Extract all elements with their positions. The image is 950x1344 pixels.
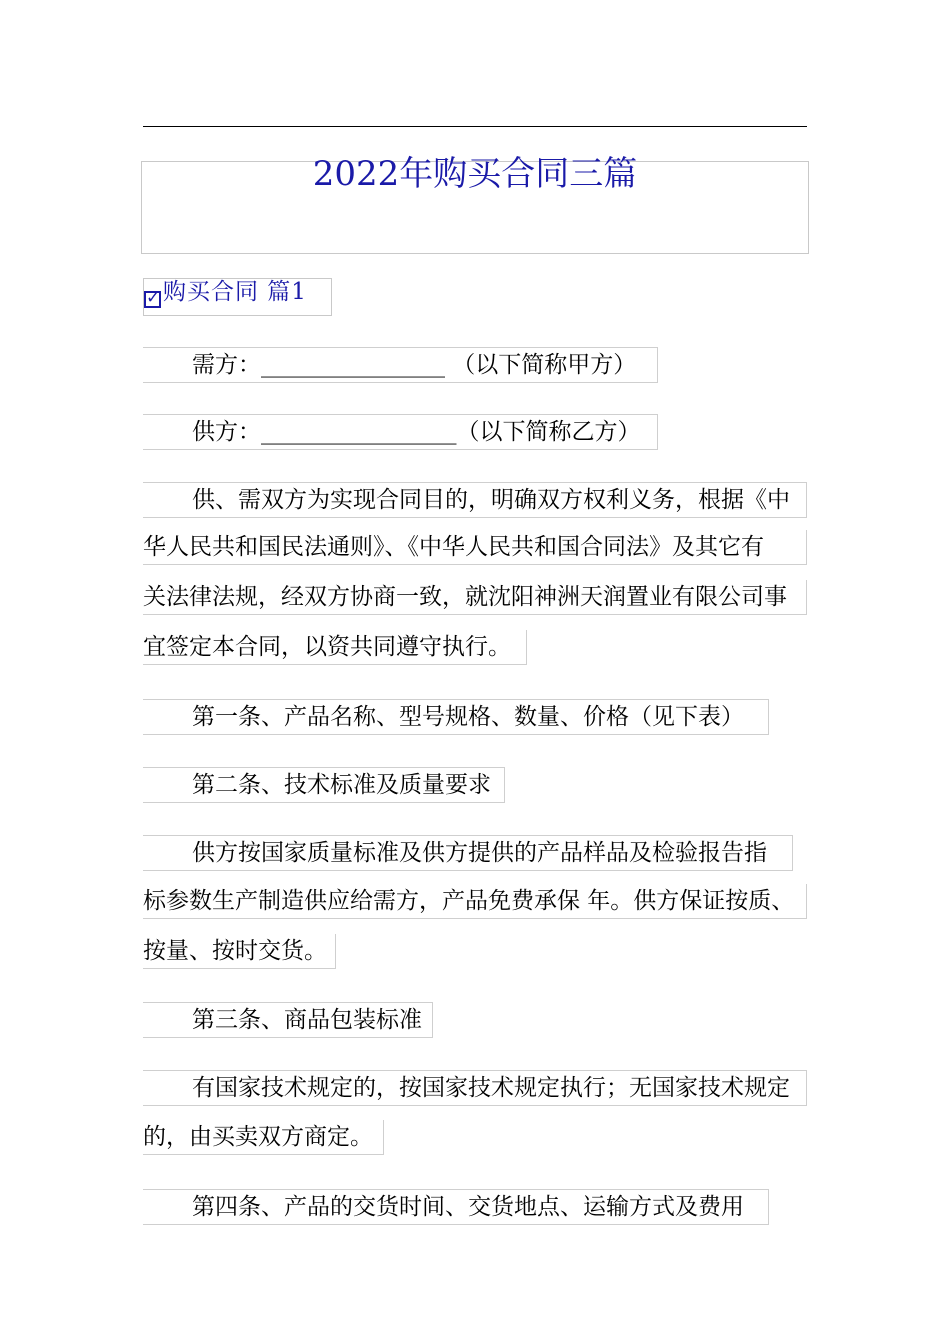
article-1-line: 第一条、产品名称、型号规格、数量、价格（见下表）: [143, 699, 769, 735]
buyer-line: 需方：________________ （以下简称甲方）: [143, 347, 658, 383]
paragraph-line: 标参数生产制造供应给需方，产品免费承保 年。供方保证按质、: [143, 884, 807, 919]
paragraph-line: 有国家技术规定的，按国家技术规定执行；无国家技术规定: [143, 1070, 807, 1106]
paragraph-line: 的，由买卖双方商定。: [143, 1120, 384, 1155]
section-heading: [144, 276, 307, 308]
article-2-line: 第二条、技术标准及质量要求: [143, 767, 505, 803]
header-rule: [143, 126, 807, 127]
checkbox-checked-icon: ✓: [146, 288, 162, 308]
section-heading-text: 购买合同 篇1: [163, 279, 307, 305]
article-3-line: 第三条、商品包装标准: [143, 1002, 433, 1038]
paragraph-line: 关法律法规，经双方协商一致，就沈阳神洲天润置业有限公司事: [143, 580, 807, 615]
paragraph-line: 华人民共和国民法通则》、《中华人民共和国合同法》及其它有: [143, 530, 807, 565]
article-4-line: 第四条、产品的交货时间、交货地点、运输方式及费用: [143, 1189, 769, 1225]
paragraph-line: 按量、按时交货。: [143, 934, 336, 969]
seller-line: 供方：_________________（以下简称乙方）: [143, 414, 658, 450]
document-title: 2022年购买合同三篇: [312, 154, 638, 194]
paragraph-line: 宜签定本合同，以资共同遵守执行。: [143, 630, 527, 665]
paragraph-line: 供方按国家质量标准及供方提供的产品样品及检验报告指: [143, 835, 793, 871]
paragraph-line: 供、需双方为实现合同目的，明确双方权利义务，根据《中: [143, 482, 807, 518]
